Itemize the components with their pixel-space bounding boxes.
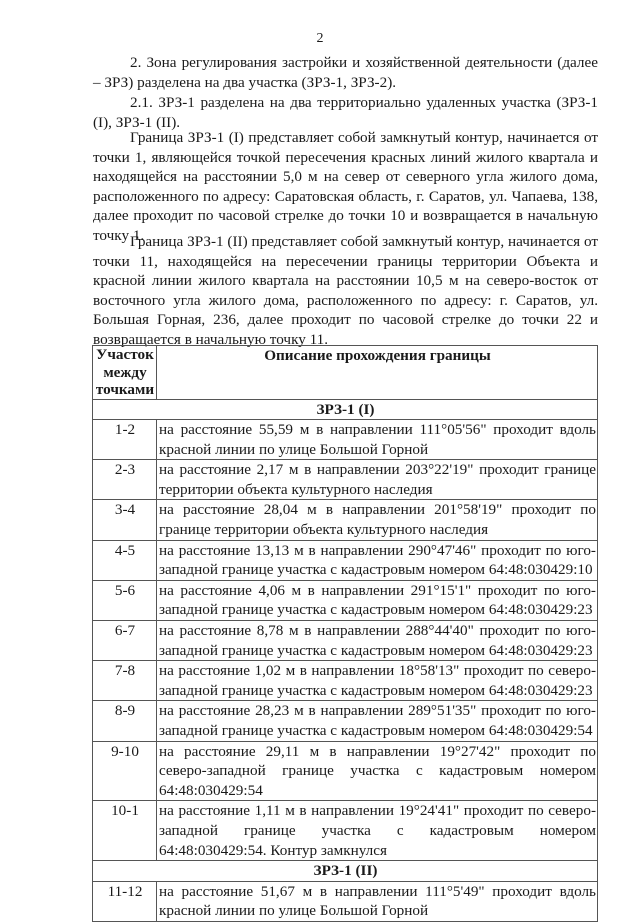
description-cell: на расстояние 55,59 м в направлении 111°05'56" проходит вдоль красной линии по улице Большой Горной	[157, 420, 598, 460]
section-title: ЗРЗ-1 (II)	[93, 861, 598, 882]
paragraph-zrz1-ii-boundary	[93, 232, 598, 350]
table-row	[93, 801, 598, 861]
header-segment: Участок между точками	[93, 346, 157, 400]
paragraph-text: Граница ЗРЗ-1 (II) представляет собой замкнутый контур, начинается от точки 11, находящейся на пересечении границы территории Объекта и красной линии жилого квартала на расстоянии 10,5 м на северо-восток от восточного угла жилого дома, расположенного по адресу: г. Саратов, ул. Большая Горная, 236, далее проходит по часовой стрелке до точки 22 и возвращается в начальную точку 11.	[93, 233, 598, 348]
segment-cell: 9-10	[93, 741, 157, 801]
segment-cell: 1-2	[93, 420, 157, 460]
paragraph-text: 2. Зона регулирования застройки и хозяйственной деятельности (далее – ЗРЗ) разделена на два участка (ЗРЗ-1, ЗРЗ-2).	[93, 54, 598, 91]
description-cell: на расстояние 51,67 м в направлении 111°5'49" проходит вдоль красной линии по улице Большой Горной	[157, 881, 598, 921]
segment-cell: 10-1	[93, 801, 157, 861]
table-row	[93, 580, 598, 620]
segment-cell: 11-12	[93, 881, 157, 921]
table-row	[93, 741, 598, 801]
segment-cell: 6-7	[93, 621, 157, 661]
segment-cell: 2-3	[93, 460, 157, 500]
description-cell: на расстояние 13,13 м в направлении 290°47'46" проходит по юго-западной границе участка с кадастровым номером 64:48:030429:10	[157, 540, 598, 580]
paragraph-text: Граница ЗРЗ-1 (I) представляет собой замкнутый контур, начинается от точки 1, являющейся точкой пересечения красных линий жилого квартала и находящейся на расстоянии 5,0 м на север от северного угла жилого дома, расположенного по адресу: Саратовская область, г. Саратов, ул. Чапаева, 138, далее проходит по часовой стрелке до точки 10 и возвращается в начальную точку 1.	[93, 129, 598, 244]
table-row	[93, 881, 598, 921]
description-cell: на расстояние 4,06 м в направлении 291°15'1" проходит по юго-западной границе участка с кадастровым номером 64:48:030429:23	[157, 580, 598, 620]
table-row	[93, 540, 598, 580]
section-title: ЗРЗ-1 (I)	[93, 399, 598, 420]
description-cell: на расстояние 1,11 м в направлении 19°24'41" проходит по северо-западной границе участка с кадастровым номером 64:48:030429:54. Контур замкнулся	[157, 801, 598, 861]
segment-cell: 4-5	[93, 540, 157, 580]
segment-cell: 7-8	[93, 661, 157, 701]
boundary-table	[92, 345, 598, 922]
table-header-row	[93, 346, 598, 400]
paragraph-zrz1-i-boundary	[93, 128, 598, 246]
table-row	[93, 701, 598, 741]
paragraph-zone-division	[93, 53, 598, 92]
table-row	[93, 621, 598, 661]
section-row	[93, 399, 598, 420]
paragraph-zrz1-split	[93, 93, 598, 132]
description-cell: на расстояние 1,02 м в направлении 18°58'13" проходит по северо-западной границе участка с кадастровым номером 64:48:030429:23	[157, 661, 598, 701]
description-cell: на расстояние 2,17 м в направлении 203°22'19" проходит границе территории объекта культурного наследия	[157, 460, 598, 500]
table-row	[93, 500, 598, 540]
description-cell: на расстояние 28,23 м в направлении 289°51'35" проходит по юго-западной границе участка с кадастровым номером 64:48:030429:54	[157, 701, 598, 741]
page-number: 2	[316, 31, 324, 46]
table-row	[93, 420, 598, 460]
paragraph-text: 2.1. ЗРЗ-1 разделена на два территориально удаленных участка (ЗРЗ-1 (I), ЗРЗ-1 (II).	[93, 94, 598, 131]
segment-cell: 3-4	[93, 500, 157, 540]
description-cell: на расстояние 8,78 м в направлении 288°44'40" проходит по юго-западной границе участка с кадастровым номером 64:48:030429:23	[157, 621, 598, 661]
description-cell: на расстояние 29,11 м в направлении 19°27'42" проходит по северо-западной границе участка с кадастровым номером 64:48:030429:54	[157, 741, 598, 801]
section-row	[93, 861, 598, 882]
table-row	[93, 460, 598, 500]
segment-cell: 5-6	[93, 580, 157, 620]
table-row	[93, 661, 598, 701]
header-description: Описание прохождения границы	[157, 346, 598, 400]
segment-cell: 8-9	[93, 701, 157, 741]
description-cell: на расстояние 28,04 м в направлении 201°58'19" проходит по границе территории объекта культурного наследия	[157, 500, 598, 540]
